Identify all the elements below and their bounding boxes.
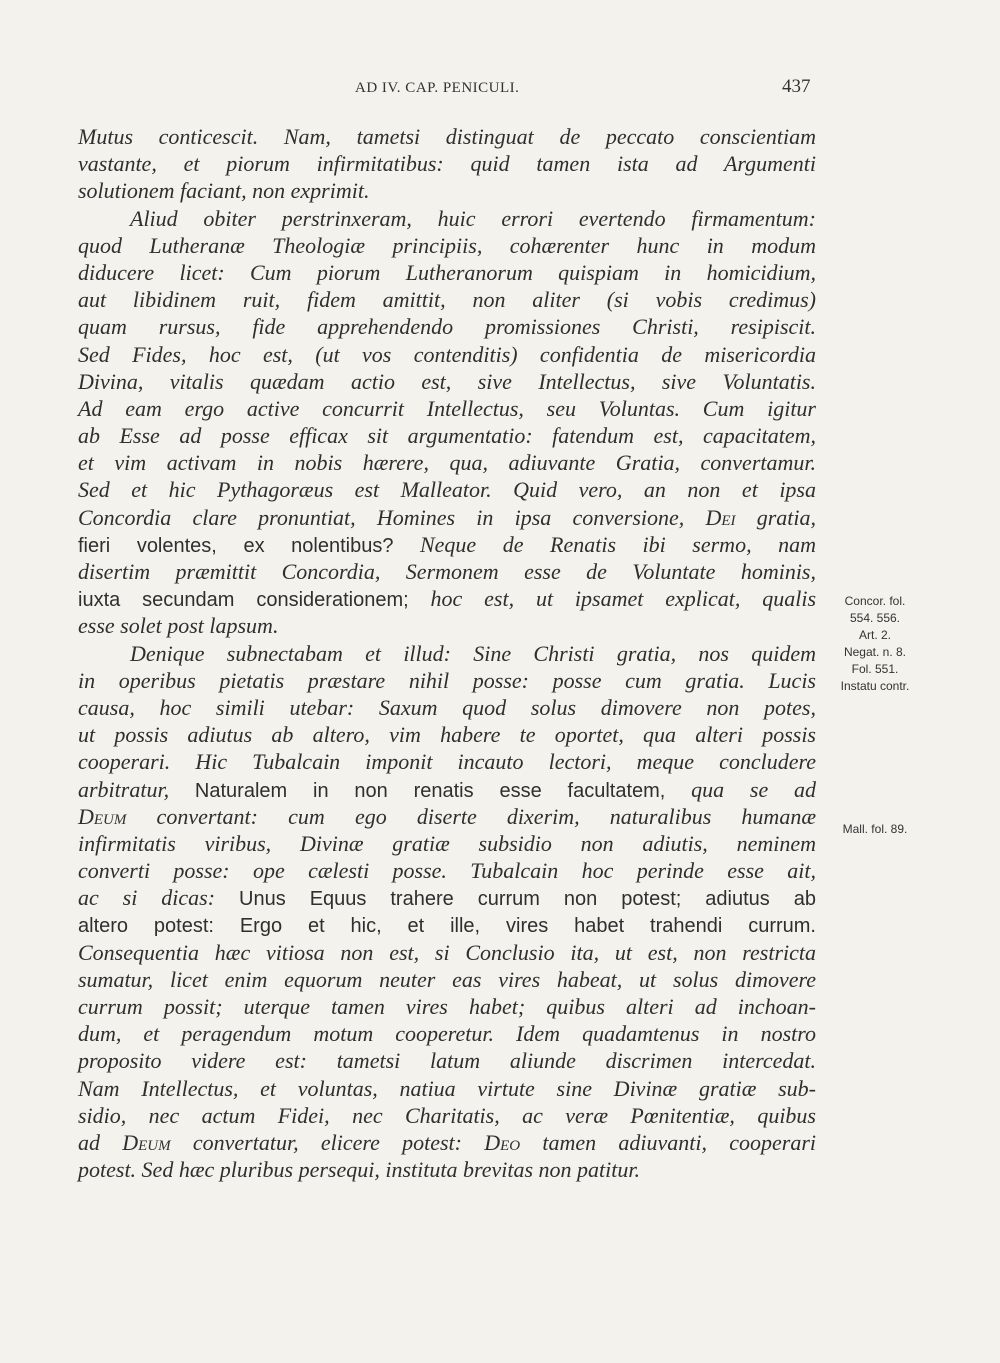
page-number: 437 — [782, 76, 811, 97]
text-line: infirmitatis viribus, Divinæ gratiæ subsidio non adiutis, neminem — [78, 830, 816, 856]
text-line: Aliud obiter perstrinxeram, huic errori evertendo firmamentum: — [130, 205, 816, 231]
text-line: currum possit; uterque tamen vires habet; quibus alteri ad inchoan- — [78, 994, 816, 1019]
text-line: Sed Fides, hoc est, (ut vos contenditis) confidentia de misericordia — [78, 341, 816, 367]
text-line: Ad eam ergo active concurrit Intellectus, seu Voluntas. Cum igitur — [78, 395, 816, 421]
text-line: Denique subnectabam et illud: Sine Christi gratia, nos quidem — [130, 640, 816, 666]
body-text — [78, 123, 816, 1183]
text-line: in operibus pietatis præstare nihil posse: posse cum gratia. Lucis — [78, 667, 816, 693]
text-line: Mutus conticescit. Nam, tametsi distinguat de peccato conscientiam — [78, 124, 816, 149]
text-line: causa, hoc simili utebar: Saxum quod solus dimovere non potes, — [78, 694, 816, 720]
text-line: diducere licet: Cum piorum Lutheranorum quispiam in homicidium, — [78, 259, 816, 285]
text-line: converti posse: ope cælesti posse. Tubalcain hoc perinde esse ait, — [78, 858, 816, 884]
margin-note-malleator: Mall. fol. 89. — [842, 822, 908, 836]
text-line: iuxta secundam considerationem; hoc est, ut ipsamet explicat, qualis — [78, 586, 816, 612]
text-line: arbitratur, Naturalem in non renatis esse facultatem, qua se ad — [78, 776, 816, 802]
text-line: Concordia clare pronuntiat, Homines in ipsa conversione, Dei gratia, — [78, 504, 816, 530]
text-line: quod Lutheranæ Theologiæ principiis, cohærenter hunc in modum — [78, 232, 816, 258]
text-line: fieri volentes, ex nolentibus? Neque de Renatis ibi sermo, nam — [78, 531, 816, 557]
running-title: AD IV. CAP. PENICULI. — [355, 80, 520, 96]
text-line: aut libidinem ruit, fidem amittit, non aliter (si vobis credimus) — [78, 287, 816, 313]
text-line: ad Deum convertatur, elicere potest: Deo tamen adiuvanti, cooperari — [78, 1129, 816, 1155]
text-line: Consequentia hæc vitiosa non est, si Conclusio ita, ut est, non restricta — [78, 939, 816, 965]
text-line: esse solet post lapsum. — [78, 613, 279, 639]
text-line: sumatur, licet enim equorum neuter eas vires habeat, ut solus dimovere — [78, 966, 816, 992]
text-line: ac si dicas: Unus Equus trahere currum non potest; adiutus ab — [78, 885, 817, 911]
text-line: ab Esse ad posse efficax sit argumentatio: fatendum est, capacitatem, — [78, 423, 816, 449]
text-line: quam rursus, fide apprehendendo promissiones Christi, resipiscit. — [78, 314, 816, 340]
text-line: et vim activam in nobis hærere, qua, adiuvante Gratia, convertamur. — [78, 450, 816, 476]
text-line: vastante, et piorum infirmitatibus: quid tamen ista ad Argumenti — [78, 151, 816, 177]
text-line: disertim præmittit Concordia, Sermonem esse de Voluntate hominis, — [78, 559, 816, 584]
text-line: cooperari. Hic Tubalcain imponit incauto lectori, meque concludere — [78, 749, 816, 775]
text-line: Deum convertant: cum ego diserte dixerim, naturalibus humanæ — [78, 803, 816, 829]
text-line: sidio, nec actum Fidei, nec Charitatis, ac veræ Pœnitentiæ, quibus — [78, 1102, 816, 1128]
text-line: potest. Sed hæc pluribus persequi, instituta brevitas non patitur. — [78, 1157, 641, 1183]
text-line: dum, et peragendum motum cooperetur. Idem quadamtenus in nostro — [78, 1021, 816, 1047]
margin-note-concordia: Concor. fol. 554. 556. Art. 2. Negat. n. 8. Fol. 551. Instatu contr. — [840, 594, 910, 693]
text-line: Sed et hic Pythagoræus est Malleator. Quid vero, an non et ipsa — [78, 477, 816, 503]
text-line: proposito videre est: tametsi latum aliunde discrimen intercedat. — [78, 1048, 816, 1074]
text-line: solutionem faciant, non exprimit. — [78, 178, 370, 204]
text-line: ut possis adiutus ab altero, vim habere te oportet, qua alteri possis — [78, 722, 816, 748]
text-line: altero potest: Ergo et hic, et ille, vires habet trahendi currum. — [78, 915, 816, 938]
text-line: Divina, vitalis quædam actio est, sive Intellectus, sive Voluntatis. — [78, 368, 816, 394]
text-line: Nam Intellectus, et voluntas, natiua virtute sine Divinæ gratiæ sub- — [78, 1075, 816, 1101]
